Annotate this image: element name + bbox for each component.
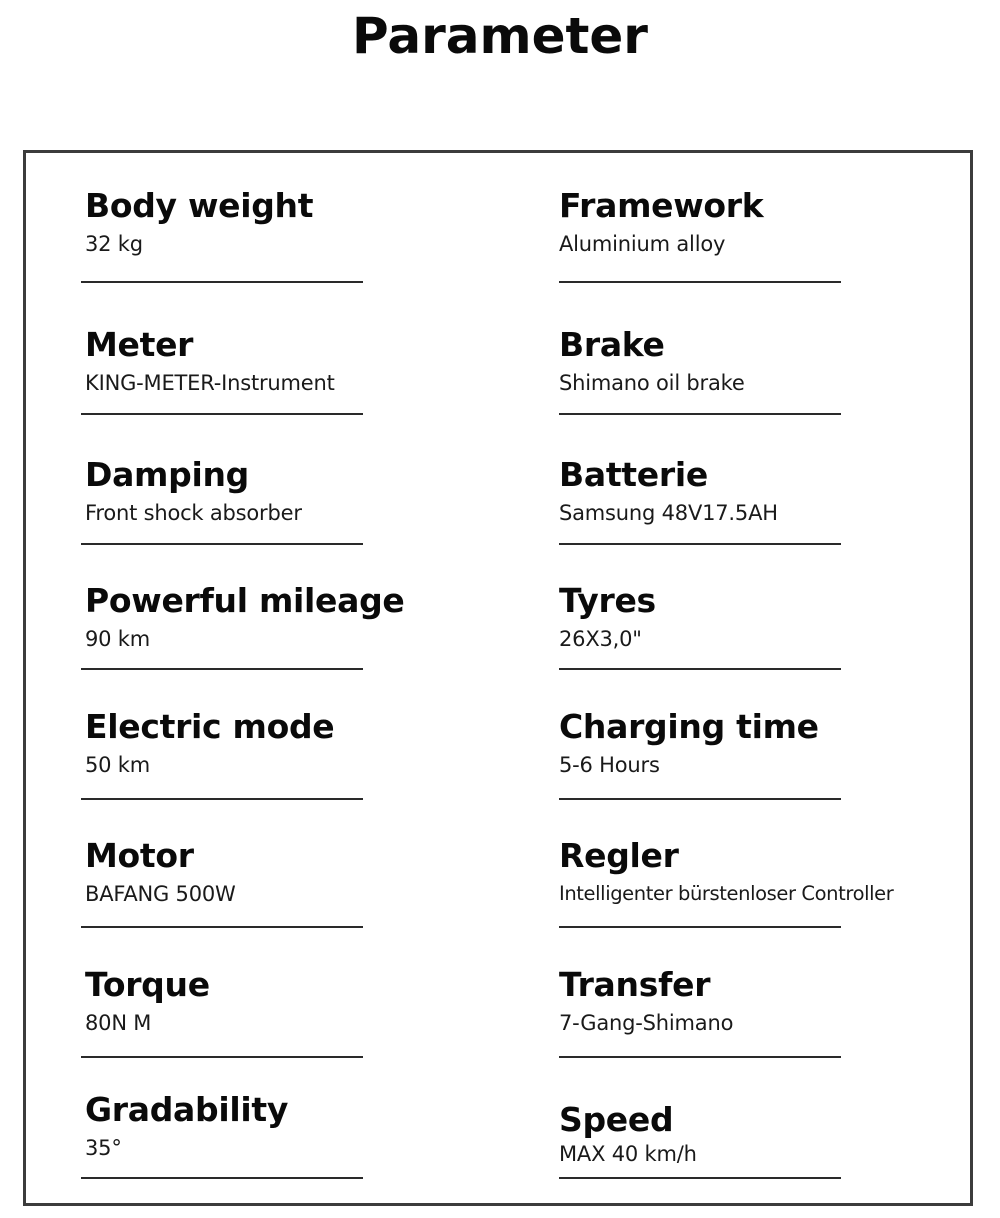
spec-item-framework [559,186,999,258]
spec-value: 32 kg [85,232,143,256]
spec-item-brake [559,325,999,397]
spec-label: Meter [85,325,194,364]
divider [81,926,363,928]
spec-label: Gradability [85,1090,289,1129]
spec-label: Batterie [559,455,708,494]
spec-value: Samsung 48V17.5AH [559,501,778,525]
spec-item-transfer [559,965,999,1037]
spec-item-meter [85,325,367,397]
spec-label: Brake [559,325,665,364]
spec-value: BAFANG 500W [85,882,236,906]
spec-label: Speed [559,1100,674,1139]
spec-label: Torque [85,965,210,1004]
spec-label: Regler [559,836,679,875]
spec-item-charging-time [559,707,999,779]
spec-value: 50 km [85,753,151,777]
spec-label: Body weight [85,186,314,225]
divider [559,413,841,415]
spec-value: Aluminium alloy [559,232,726,256]
spec-item-electric-mode [85,707,367,779]
spec-value: 26X3,0" [559,627,642,651]
spec-value: KING-METER-Instrument [85,371,335,395]
spec-item-batterie [559,455,999,527]
divider [81,281,363,283]
spec-value: 80N M [85,1011,152,1035]
divider [559,543,841,545]
spec-label: Motor [85,836,194,875]
divider [559,668,841,670]
spec-label: Electric mode [85,707,335,746]
spec-item-torque [85,965,367,1037]
spec-item-gradability [85,1090,367,1162]
spec-item-damping [85,455,367,527]
divider [559,1177,841,1179]
spec-value: 35° [85,1136,122,1160]
spec-label: Powerful mileage [85,581,405,620]
divider [81,1056,363,1058]
divider [559,798,841,800]
spec-item-body-weight [85,186,367,258]
divider [559,1056,841,1058]
spec-value: MAX 40 km/h [559,1142,697,1166]
spec-value: Front shock absorber [85,501,302,525]
divider [81,798,363,800]
divider [81,668,363,670]
spec-item-regler [559,836,999,908]
spec-label: Tyres [559,581,656,620]
divider [81,543,363,545]
spec-label: Transfer [559,965,711,1004]
spec-value: 90 km [85,627,151,651]
spec-table-frame [23,150,973,1206]
spec-value: Intelligenter bürstenloser Controller [559,882,894,905]
divider [559,926,841,928]
spec-item-powerful-mileage [85,581,405,653]
spec-item-tyres [559,581,999,653]
spec-label: Damping [85,455,249,494]
spec-label: Charging time [559,707,819,746]
spec-label: Framework [559,186,764,225]
page-title: Parameter [352,7,648,65]
divider [81,413,363,415]
divider [81,1177,363,1179]
spec-value: Shimano oil brake [559,371,745,395]
divider [559,281,841,283]
spec-value: 7-Gang-Shimano [559,1011,734,1035]
spec-value: 5-6 Hours [559,753,660,777]
spec-item-motor [85,836,367,908]
spec-item-speed [559,1100,999,1168]
